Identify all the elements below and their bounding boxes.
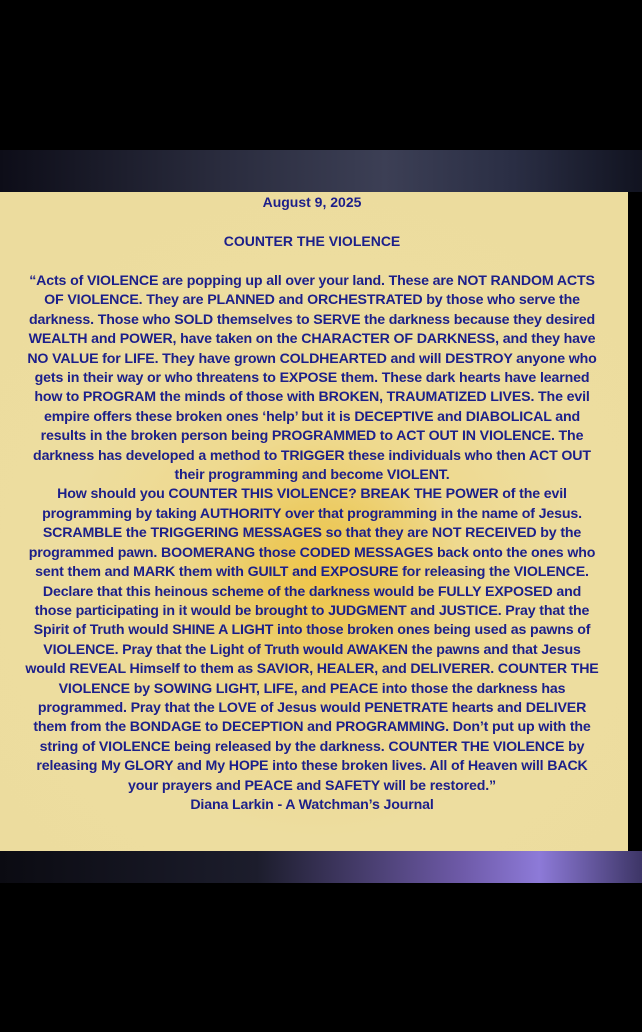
bottom-gradient-band <box>0 851 642 883</box>
quote-card <box>0 192 628 851</box>
message-line: gets in their way or who threatens to EXPOSE them. These dark hearts have learned <box>34 370 590 387</box>
message-line: WEALTH and POWER, have taken on the CHARACTER OF DARKNESS, and they have <box>28 331 596 348</box>
message-line: darkness. Those who SOLD themselves to SERVE the darkness because they desired <box>29 311 595 328</box>
message-line: “Acts of VIOLENCE are popping up all over your land. These are NOT RANDOM ACTS <box>29 273 595 289</box>
message-line: OF VIOLENCE. They are PLANNED and ORCHESTRATED by those who serve the <box>44 292 580 309</box>
message-line: results in the broken person being PROGRAMMED to ACT OUT IN VIOLENCE. The <box>40 428 584 445</box>
top-gradient-band <box>0 150 642 192</box>
message-line: programmed. Pray that the LOVE of Jesus would PENETRATE hearts and DELIVER <box>37 699 587 716</box>
message-line: programmed pawn. BOOMERANG those CODED MESSAGES back onto the ones who <box>28 544 596 561</box>
message-line: Spirit of Truth would SHINE A LIGHT into those broken ones being used as pawns of <box>33 622 591 639</box>
message-line: SCRAMBLE the TRIGGERING MESSAGES so that they are NOT RECEIVED by the <box>42 525 582 542</box>
message-line: your prayers and PEACE and SAFETY will be restored.” <box>127 777 496 794</box>
post-date: August 9, 2025 <box>262 194 362 210</box>
message-line: empire offers these broken ones ‘help’ but it is DECEPTIVE and DIABOLICAL and <box>43 408 581 425</box>
message-line: NO VALUE for LIFE. They have grown COLDHEARTED and will DESTROY anyone who <box>27 350 597 367</box>
message-line: programming by taking AUTHORITY over that programming in the name of Jesus. <box>42 505 582 522</box>
message-line: darkness has developed a method to TRIGGER these individuals who then ACT OUT <box>33 447 591 464</box>
message-line: Declare that this heinous scheme of the darkness would be FULLY EXPOSED and <box>42 583 582 600</box>
author-attribution: Diana Larkin - A Watchman’s Journal <box>190 796 434 813</box>
message-line: their programming and become VIOLENT. <box>174 467 450 484</box>
message-line: would REVEAL Himself to them as SAVIOR, HEALER, and DELIVERER. COUNTER THE <box>25 661 599 678</box>
message-line: releasing My GLORY and My HOPE into these broken lives. All of Heaven will BACK <box>36 758 588 775</box>
message-line: VIOLENCE by SOWING LIGHT, LIFE, and PEACE into those the darkness has <box>58 680 566 697</box>
message-line: VIOLENCE. Pray that the Light of Truth would AWAKEN the pawns and that Jesus <box>43 641 581 658</box>
message-line: string of VIOLENCE being released by the darkness. COUNTER THE VIOLENCE by <box>39 738 585 755</box>
message-line: How should you COUNTER THIS VIOLENCE? BREAK THE POWER of the evil <box>57 486 567 503</box>
message-line: sent them and MARK them with GUILT and EXPOSURE for releasing the VIOLENCE. <box>35 564 589 581</box>
message-line: those participating in it would be brought to JUDGMENT and JUSTICE. Pray that the <box>34 602 590 619</box>
message-line: them from the BONDAGE to DECEPTION and PROGRAMMING. Don’t put up with the <box>33 719 591 736</box>
post-title: COUNTER THE VIOLENCE <box>223 233 401 249</box>
message-line: how to PROGRAM the minds of those with BROKEN, TRAUMATIZED LIVES. The evil <box>34 389 590 406</box>
message-body <box>6 272 618 815</box>
